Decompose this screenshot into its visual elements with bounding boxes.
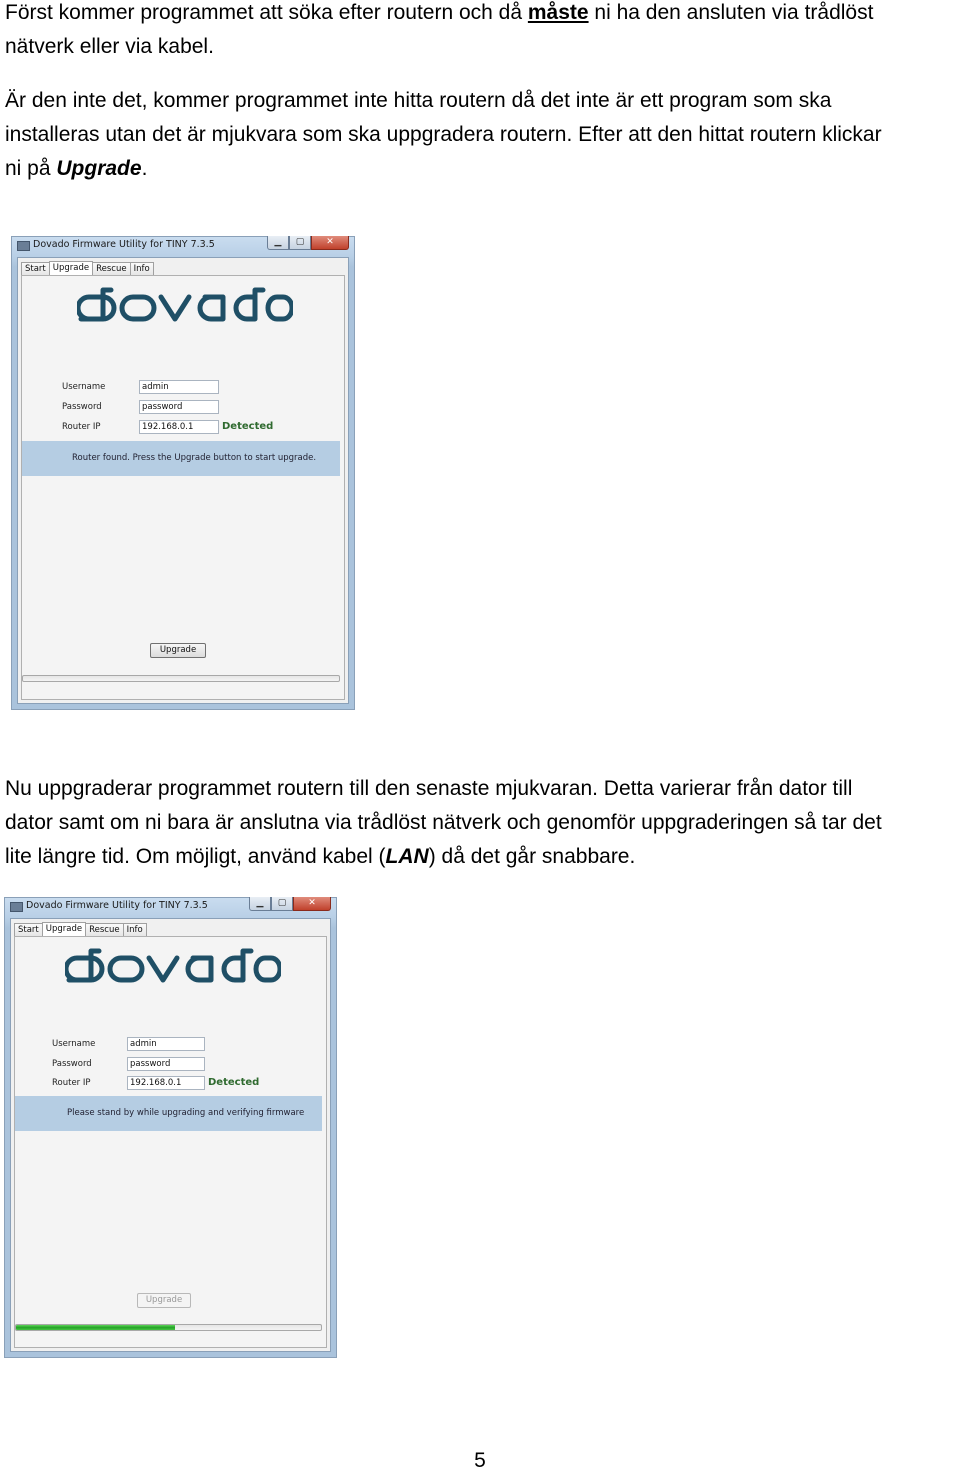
title-bar bbox=[12, 237, 354, 255]
progress-bar bbox=[15, 1324, 322, 1331]
router-ip-input[interactable]: 192.168.0.1 bbox=[139, 420, 219, 434]
password-input[interactable]: password bbox=[127, 1057, 205, 1071]
dovado-logo bbox=[77, 286, 293, 322]
emphasis-lan: LAN bbox=[385, 845, 429, 868]
tab-start[interactable]: Start bbox=[21, 262, 50, 276]
minimize-icon[interactable]: ▁ bbox=[267, 236, 289, 250]
tab-upgrade[interactable]: Upgrade bbox=[49, 261, 93, 277]
window-controls bbox=[267, 236, 349, 250]
username-label: Username bbox=[52, 1039, 96, 1049]
tab-rescue[interactable]: Rescue bbox=[85, 923, 123, 937]
app-icon bbox=[10, 902, 23, 912]
tab-start[interactable]: Start bbox=[14, 923, 43, 937]
maximize-icon[interactable]: ▢ bbox=[289, 236, 311, 250]
username-input[interactable]: admin bbox=[139, 380, 219, 394]
maximize-icon[interactable]: ▢ bbox=[271, 897, 293, 911]
intro-paragraph bbox=[5, 0, 960, 64]
dovado-logo bbox=[65, 947, 281, 983]
emphasis-upgrade: Upgrade bbox=[56, 157, 142, 180]
tab-rescue[interactable]: Rescue bbox=[92, 262, 130, 276]
detected-label: Detected bbox=[208, 1077, 260, 1088]
intro-line-1: Först kommer programmet att söka efter routern och då måste ni ha den ansluten via trådlöst bbox=[5, 1, 874, 24]
status-message: Router found. Press the Upgrade button to start upgrade. bbox=[72, 453, 317, 463]
detected-label: Detected bbox=[222, 421, 274, 432]
progress-line-2: dator samt om ni bara är anslutna via trådlöst nätverk och genomför uppgraderingen så tar det bbox=[5, 811, 882, 834]
progress-paragraph bbox=[5, 772, 960, 874]
username-input[interactable]: admin bbox=[127, 1037, 205, 1051]
upgrade-panel bbox=[14, 936, 327, 1348]
tab-strip bbox=[14, 921, 146, 937]
window-client bbox=[17, 257, 349, 704]
intro-line-2: nätverk eller via kabel. bbox=[5, 35, 214, 58]
progress-fill bbox=[16, 1325, 175, 1330]
upgrade-button[interactable]: Upgrade bbox=[150, 643, 206, 658]
username-label: Username bbox=[62, 382, 106, 392]
router-line-3: ni på Upgrade. bbox=[5, 157, 148, 180]
emphasis-maste: måste bbox=[527, 1, 589, 24]
password-input[interactable]: password bbox=[139, 400, 219, 414]
router-ip-input[interactable]: 192.168.0.1 bbox=[127, 1076, 205, 1090]
password-label: Password bbox=[52, 1059, 92, 1069]
tab-upgrade[interactable]: Upgrade bbox=[42, 922, 86, 938]
page-number: 5 bbox=[474, 1449, 486, 1472]
close-icon[interactable]: ✕ bbox=[311, 236, 349, 250]
password-label: Password bbox=[62, 402, 102, 412]
router-line-2: installeras utan det är mjukvara som ska uppgradera routern. Efter att den hittat routern klickar bbox=[5, 123, 882, 146]
app-icon bbox=[17, 241, 30, 251]
window-title: Dovado Firmware Utility for TINY 7.3.5 bbox=[33, 239, 215, 250]
tab-info[interactable]: Info bbox=[130, 262, 154, 276]
title-bar bbox=[5, 898, 336, 916]
tab-info[interactable]: Info bbox=[123, 923, 147, 937]
router-line-1: Är den inte det, kommer programmet inte hitta routern då det inte är ett program som ska bbox=[5, 89, 832, 112]
router-ip-label: Router IP bbox=[62, 422, 101, 432]
window-title: Dovado Firmware Utility for TINY 7.3.5 bbox=[26, 900, 208, 911]
progress-bar bbox=[22, 675, 340, 682]
router-ip-label: Router IP bbox=[52, 1078, 91, 1088]
router-paragraph bbox=[5, 84, 960, 186]
upgrade-panel bbox=[21, 275, 345, 700]
upgrade-button[interactable]: Upgrade bbox=[137, 1293, 191, 1308]
close-icon[interactable]: ✕ bbox=[293, 897, 331, 911]
status-message: Please stand by while upgrading and verifying firmware bbox=[67, 1108, 305, 1118]
minimize-icon[interactable]: ▁ bbox=[249, 897, 271, 911]
firmware-window-upgrading bbox=[4, 897, 337, 1358]
tab-strip bbox=[21, 260, 153, 276]
progress-line-3: lite längre tid. Om möjligt, använd kabel (LAN) då det går snabbare. bbox=[5, 845, 636, 868]
progress-line-1: Nu uppgraderar programmet routern till den senaste mjukvaran. Detta varierar från dator till bbox=[5, 777, 853, 800]
window-controls bbox=[249, 897, 331, 911]
window-client bbox=[10, 918, 331, 1352]
firmware-window-found bbox=[11, 236, 355, 710]
